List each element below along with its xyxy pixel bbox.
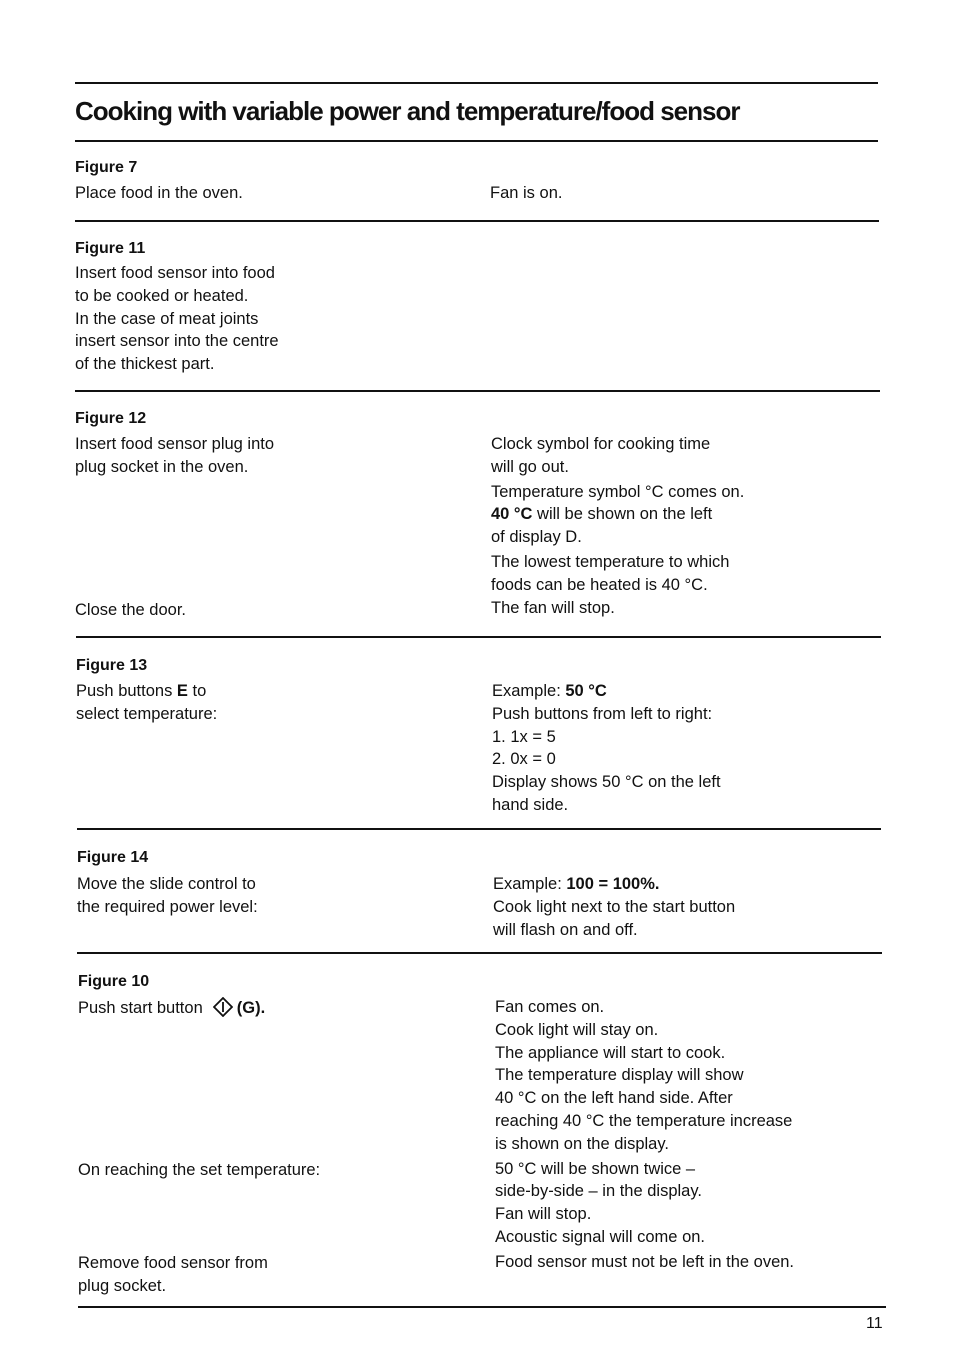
figure-11-left-text (75, 262, 279, 376)
text-line: reaching 40 °C the temperature increase (495, 1111, 793, 1130)
figure-7-left-text (75, 182, 243, 205)
text-line: Place food in the oven. (75, 184, 243, 202)
figure-10-left-text (78, 997, 265, 1020)
text-line: hand side. (492, 795, 569, 814)
text-line: Insert food sensor into food (75, 264, 275, 282)
bold-text: E (176, 682, 188, 700)
text-line: plug socket in the oven. (75, 457, 249, 476)
start-button-icon (213, 997, 233, 1017)
figure-12-right-text (491, 433, 744, 619)
figure-11-label: Figure 11 (75, 240, 146, 257)
text-fragment: Push buttons (76, 682, 177, 700)
section-divider (76, 636, 881, 638)
text-line: will go out. (491, 457, 569, 476)
bold-text: 50 °C (565, 682, 607, 700)
text-line: The fan will stop. (491, 598, 615, 617)
text-line (492, 680, 721, 703)
text-line: The lowest temperature to which (491, 552, 730, 571)
text-line: 2. 0x = 0 (492, 750, 556, 769)
section-divider (77, 828, 881, 830)
text-line: of display D. (491, 528, 582, 547)
text-line: Food sensor must not be left in the oven. (495, 1252, 795, 1271)
text-line: Remove food sensor from (78, 1254, 268, 1272)
text-line: to be cooked or heated. (75, 286, 249, 305)
text-line: Move the slide control to (77, 875, 256, 893)
text-line: 40 °C on the left hand side. After (495, 1089, 733, 1108)
text-line: Close the door. (75, 601, 186, 619)
text-line: side-by-side – in the display. (495, 1182, 702, 1201)
text-line: The appliance will start to cook. (495, 1043, 726, 1062)
text-line: Display shows 50 °C on the left (492, 773, 721, 792)
text-line: insert sensor into the centre (75, 332, 279, 351)
top-rule (75, 82, 878, 84)
figure-13-left-text (76, 680, 217, 726)
text-line: select temperature: (76, 704, 218, 723)
figure-10-label: Figure 10 (78, 973, 150, 990)
text-line: 50 °C will be shown twice – (495, 1159, 696, 1178)
text-line: Temperature symbol °C comes on. (491, 482, 745, 501)
text-fragment: will be shown on the left (532, 505, 713, 524)
bold-text: (G). (236, 999, 266, 1017)
text-fragment: Example: (492, 682, 566, 700)
text-fragment: to (187, 682, 207, 700)
figure-14-left-text (77, 873, 258, 919)
section-divider (75, 390, 880, 392)
text-line: Cook light will stay on. (495, 1020, 659, 1039)
text-line: plug socket. (78, 1276, 167, 1295)
bottom-rule (78, 1306, 886, 1308)
text-fragment: Example: (493, 875, 567, 893)
text-line (491, 503, 744, 526)
text-line: Acoustic signal will come on. (495, 1227, 706, 1246)
figure-12-left-text (75, 433, 274, 479)
text-line: the required power level: (77, 897, 258, 916)
figure-13-label: Figure 13 (76, 657, 148, 674)
title-rule (75, 140, 878, 142)
text-line: Fan comes on. (495, 998, 605, 1016)
text-line (493, 873, 735, 896)
text-line: On reaching the set temperature: (78, 1161, 321, 1179)
section-divider (77, 952, 882, 954)
text-line: Fan is on. (490, 184, 563, 202)
text-line: of the thickest part. (75, 355, 215, 374)
text-line: Push buttons from left to right: (492, 704, 713, 723)
figure-10-right-text (495, 996, 794, 1274)
text-line: will flash on and off. (493, 920, 638, 939)
page-title: Cooking with variable power and temperature/food sensor (75, 96, 740, 126)
figure-10-left-bottom-text (78, 1252, 268, 1298)
text-line: Cook light next to the start button (493, 897, 736, 916)
figure-10-left-mid-text (78, 1159, 320, 1182)
text-fragment: Push start button (78, 999, 203, 1017)
text-line (78, 997, 265, 1020)
bold-text: 40 °C (491, 505, 533, 524)
text-line: Insert food sensor plug into (75, 435, 275, 453)
text-line: The temperature display will show (495, 1066, 744, 1085)
figure-12-left-bottom-text (75, 599, 186, 622)
figure-7-right-text (490, 182, 562, 205)
text-line: In the case of meat joints (75, 309, 259, 328)
figure-14-label: Figure 14 (77, 849, 149, 866)
page-number: 11 (866, 1315, 883, 1332)
text-line: 1. 1x = 5 (492, 727, 556, 746)
text-line: foods can be heated is 40 °C. (491, 575, 708, 594)
text-line: Clock symbol for cooking time (491, 435, 711, 453)
section-divider (75, 220, 879, 222)
text-line (76, 680, 217, 703)
figure-7-label: Figure 7 (75, 159, 138, 176)
figure-13-right-text (492, 680, 721, 817)
bold-text: 100 = 100%. (566, 875, 660, 893)
figure-14-right-text (493, 873, 735, 941)
figure-12-label: Figure 12 (75, 410, 147, 427)
text-line: is shown on the display. (495, 1134, 669, 1153)
text-line: Fan will stop. (495, 1205, 592, 1224)
